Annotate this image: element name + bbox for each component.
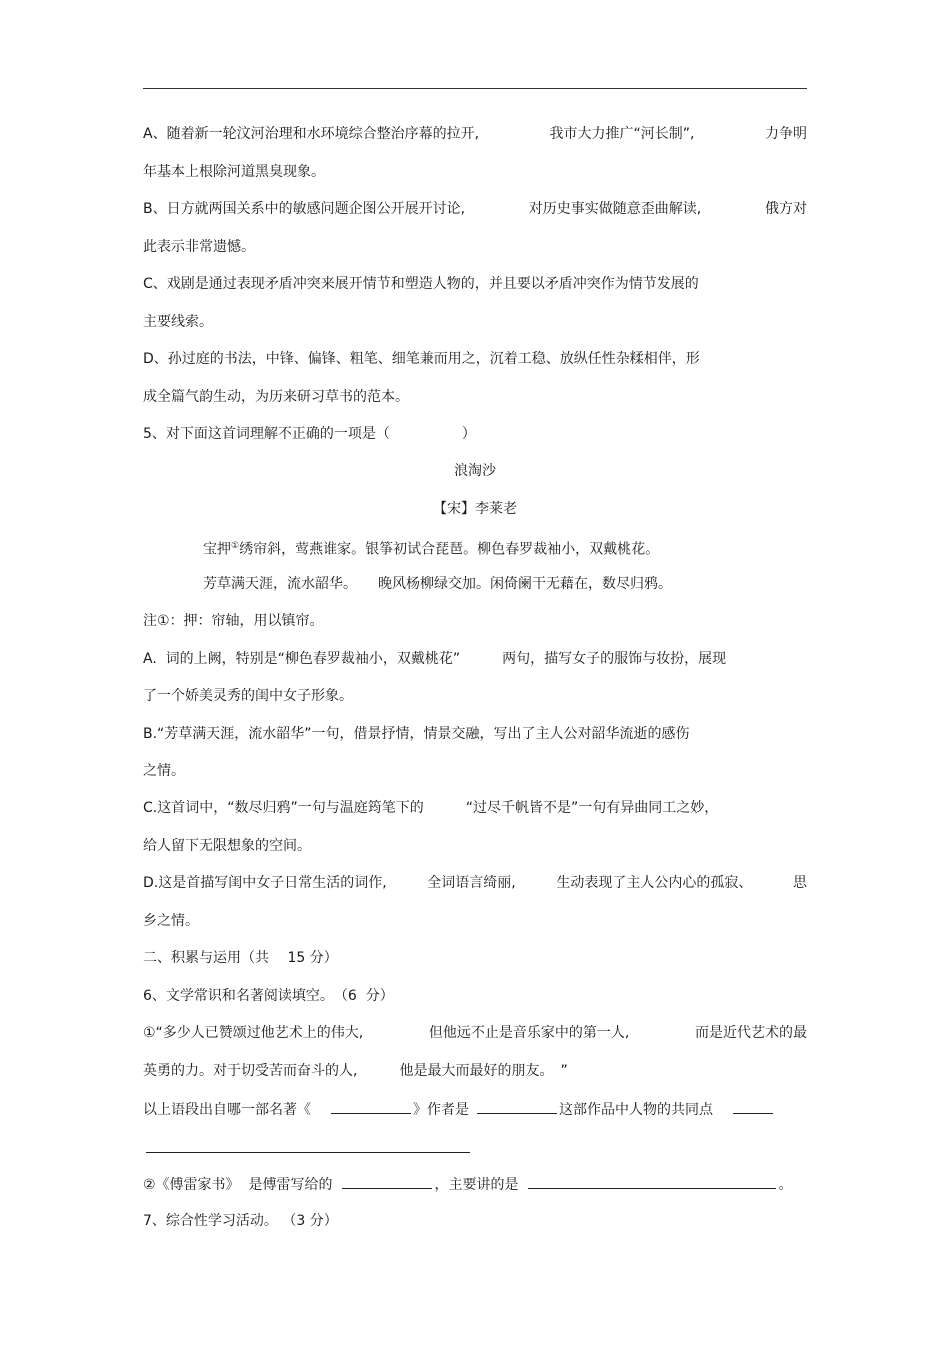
fill-text: 。: [778, 1177, 793, 1193]
q5-stem: [143, 424, 807, 444]
header-rule: [143, 88, 807, 89]
fill-text: 这部作品中人物的共同点: [559, 1102, 713, 1118]
q6-stem: 6、文学常识和名著阅读填空。 （6 分）: [143, 988, 394, 1004]
q5-option-c-line2: 给人留下无限想象的空间。: [143, 838, 311, 854]
q4-option-c-line1: C、戏剧是通过表现矛盾冲突来展开情节和塑造人物的，并且要以矛盾冲突作为情节发展的: [143, 276, 699, 292]
fill-text: ②《傅雷家书》 是傅雷写给的: [143, 1177, 333, 1193]
q4-option-b-line1: [143, 199, 807, 219]
q4-option-d-line1: D、孙过庭的书法，中锋、偏锋、粗笔、细笔兼而用之，沉着工稳、放纵任性杂糅相伴，形: [143, 351, 700, 367]
q4-option-a-line1: [143, 124, 807, 144]
fill-text: 以上语段出自哪一部名著《: [143, 1102, 311, 1118]
q5-option-a-line2: 了一个娇美灵秀的闺中女子形象。: [143, 688, 353, 704]
q4-option-a-line2: 年基本上根除河道黑臭现象。: [143, 164, 325, 180]
content-blank[interactable]: [528, 1173, 776, 1189]
text-segment: A、随着新一轮汶河治理和水环境综合整治序幕的拉开,: [143, 126, 480, 142]
text-segment: B、日方就两国关系中的敏感问题企图公开展开讨论,: [143, 201, 466, 217]
poem-title: 浪淘沙: [454, 463, 496, 479]
common-trait-blank[interactable]: [733, 1098, 773, 1114]
poem-line-2: 芳草满天涯，流水韶华。 晚风杨柳绿交加。闲倚阑干无藉在，数尽归鸦。: [203, 576, 672, 592]
q5-option-a-line1: A. 词的上阙，特别是“柳色春罗裁袖小，双戴桃花” 两句，描写女子的服饰与妆扮，展现: [143, 651, 727, 667]
poem-line-1: [203, 536, 803, 560]
common-trait-blank-continued[interactable]: [146, 1152, 470, 1153]
text-segment: 我市大力推广“河长制”,: [549, 126, 695, 142]
text-segment: ①“多少人已赞颂过他艺术上的伟大,: [143, 1025, 364, 1041]
text-segment: 对历史事实做随意歪曲解读,: [528, 201, 702, 217]
q6-passage-line2: 英勇的力。对于切受苦而奋斗的人, 他是最大而最好的朋友。 ”: [143, 1063, 568, 1079]
text-segment: 力争明: [765, 126, 807, 142]
poem-note: 注①：押：帘轴，用以镇帘。: [143, 613, 324, 629]
q5-option-b-line1: B.“芳草满天涯，流水韶华”一句，借景抒情，情景交融，写出了主人公对韶华流逝的感伤: [143, 726, 690, 742]
book-title-blank[interactable]: [331, 1098, 411, 1114]
q6-fill-line: [143, 1098, 807, 1120]
text-segment: 全词语言绮丽,: [427, 875, 516, 891]
fill-text: 》作者是: [413, 1102, 469, 1118]
footnote-marker: ①: [231, 541, 240, 551]
q6-part2-line: [143, 1173, 807, 1195]
q4-option-b-line2: 此表示非常遗憾。: [143, 239, 255, 255]
poem-author: 【宋】李莱老: [433, 501, 517, 517]
section-2-heading: 二、积累与运用（共 15 分）: [143, 950, 338, 966]
fill-text: ，主要讲的是: [434, 1177, 519, 1193]
q5-option-d-line1: [143, 873, 807, 893]
text-segment: 生动表现了主人公内心的孤寂、: [556, 875, 753, 891]
q7-stem: 7、综合性学习活动。 （3 分）: [143, 1213, 338, 1229]
q5-option-c-line1: C.这首词中，“数尽归鸦”一句与温庭筠笔下的 “过尽千帆皆不是”一句有异曲同工之妙，: [143, 800, 719, 816]
q5-stem-close: ）: [461, 426, 476, 442]
text-segment: 而是近代艺术的最: [695, 1025, 807, 1041]
q4-option-c-line2: 主要线索。: [143, 314, 213, 330]
q5-option-b-line2: 之情。: [143, 763, 185, 779]
poem-text: 宝押: [203, 541, 231, 558]
author-blank[interactable]: [477, 1098, 557, 1114]
recipient-blank[interactable]: [342, 1173, 432, 1189]
q6-passage-line1: [143, 1023, 807, 1043]
poem-text: 绣帘斜，莺燕谁家。银筝初试合琵琶。柳色春罗裁袖小，双戴桃花。: [239, 541, 660, 558]
q5-stem-text: 5、对下面这首词理解不正确的一项是（: [143, 426, 390, 442]
q5-option-d-line2: 乡之情。: [143, 913, 199, 929]
text-segment: D.这是首描写闺中女子日常生活的词作,: [143, 875, 387, 891]
text-segment: 但他远不止是音乐家中的第一人,: [428, 1025, 630, 1041]
text-segment: 俄方对: [764, 201, 807, 217]
text-segment: 思: [792, 875, 807, 891]
q4-option-d-line2: 成全篇气韵生动，为历来研习草书的范本。: [143, 389, 409, 405]
